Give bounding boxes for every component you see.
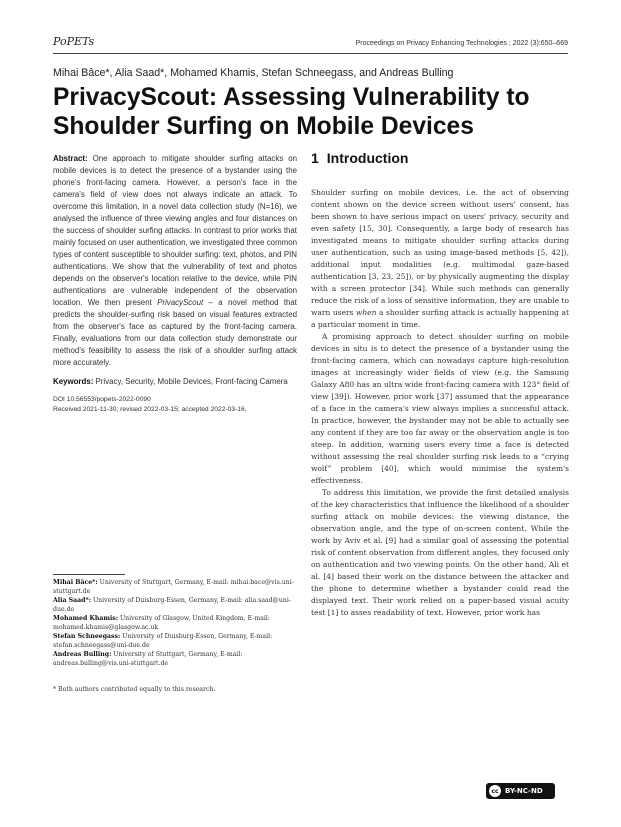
- paragraph-emphasis: when: [355, 308, 377, 317]
- affiliation-name: Stefan Schneegass:: [53, 633, 121, 640]
- affiliation-name: Mohamed Khamis:: [53, 615, 118, 622]
- paragraph-text-2: a shoulder surfing attack is actually happening at a particular moment in time.: [311, 308, 569, 329]
- received-dates: Received 2021-11-30; revised 2022-03-15; accepted 2022-03-16.: [53, 406, 247, 413]
- abstract-method-name: PrivacyScout: [157, 298, 204, 307]
- journal-short-name: PoPETs: [53, 35, 95, 48]
- header-rule: [53, 53, 568, 54]
- affiliation-name: Mihai Bâce*:: [53, 579, 98, 586]
- affiliation-text: University of Glasgow, United Kingdom, E-mail: mohamed.khamis@glasgow.ac.uk: [53, 615, 270, 631]
- affiliation-text: University of Stuttgart, Germany, E-mail: andreas.bulling@vis.uni-stuttgart.de: [53, 651, 243, 667]
- paper-title: [53, 83, 573, 141]
- paper-title-line-2: Shoulder Surfing on Mobile Devices: [53, 113, 474, 140]
- license-badge[interactable]: [486, 783, 555, 799]
- section-number: 1: [311, 150, 319, 166]
- abstract-label: Abstract:: [53, 154, 88, 163]
- affiliation-item: [53, 614, 297, 632]
- creative-commons-icon: cc: [489, 785, 501, 797]
- affiliation-name: Alia Saad*:: [53, 597, 91, 604]
- section-heading: [311, 150, 569, 166]
- abstract: [53, 153, 297, 369]
- paragraph-text-1: Shoulder surfing on mobile devices, i.e. the act of observing content shown on the device screen without users' consent, has been shown to have serious impact on users' privacy, security and even safety [15, 30]. Consequently, a large body of research has investigated means to mitigate shoulder surfing attacks during user authentication, such as using image-based methods [5, 42]), additional input modalities (e.g. multimodal gaze-based authentication [3, 23, 25]), or by physically augmenting the display with a screen protector [34]. While such methods can generally reduce the risk of a loss of sensitive information, they are unable to warn users: [311, 188, 569, 317]
- affiliation-name: Andreas Bulling:: [53, 651, 112, 658]
- doi[interactable]: DOI 10.56553/popets-2022-0090: [53, 396, 151, 403]
- affiliation-item: [53, 578, 297, 596]
- keywords-label: Keywords:: [53, 377, 94, 386]
- abstract-text-1: One approach to mitigate shoulder surfing attacks on mobile devices is to detect the presence of a bystander using the phone's front-facing camera. However, a person's face in the camera's field of view does not always indicate an attack. To overcome this limitation, in a novel data collection study (N=16), we analysed the influence of three viewing angles and four distances on the success of shoulder surfing attacks. In contrast to prior works that mainly focused on user authentication, we investigated three common types of content susceptible to shoulder surfing: text, photos, and PIN authentications. We show that the vulnerability of text and photos depends on the observer's location relative to the device, while PIN authentications are vulnerable independent of the observation location. We then present: [53, 154, 297, 307]
- right-column: [311, 150, 569, 619]
- affiliation-text: University of Duisburg-Essen, Germany, E-mail: alia.saad@uni-due.de: [53, 597, 291, 613]
- paper-title-line-1: PrivacyScout: Assessing Vulnerability to: [53, 84, 530, 111]
- keywords-text: Privacy, Security, Mobile Devices, Front-facing Camera: [93, 377, 288, 386]
- left-column: [53, 153, 297, 415]
- affiliation-item: [53, 632, 297, 650]
- affiliations: [53, 578, 297, 668]
- author-list: Mihai Bâce*, Alia Saad*, Mohamed Khamis, Stefan Schneegass, and Andreas Bulling: [53, 67, 454, 79]
- paragraph: [311, 187, 569, 331]
- affiliation-item: [53, 650, 297, 668]
- affiliation-text: University of Stuttgart, Germany, E-mail: mihai.bace@vis.uni-stuttgart.de: [53, 579, 294, 595]
- license-label: BY-NC-ND: [505, 787, 543, 795]
- keywords: [53, 376, 297, 388]
- proceedings-citation: Proceedings on Privacy Enhancing Technologies ; 2022 (3):650–669: [355, 40, 568, 47]
- paragraph: To address this limitation, we provide the first detailed analysis of the key characteristics that influence the likelihood of a shoulder surfing attack on mobile devices: the viewing distance, the observation angle, and the type of on-screen content. While the work by Aviv et al. [9] had a similar goal of assessing the potential risk of content observation from different angles, they focused only on authentication and two viewing points. On the other hand, Ali et al. [4] based their work on the distance between the attacker and the phone to determine whether a bystander could read the displayed text. Their work relied on a paper-based visual acuity test [1] to asses readability of text. However, prior work has: [311, 488, 569, 617]
- section-body: [311, 187, 569, 619]
- running-head: [53, 35, 568, 51]
- paragraph: A promising approach to detect shoulder surfing on mobile devices in situ is to detect the presence of a bystander using the front-facing camera, which can nowadays capture high-resolution images at increasingly wider fields of view (e.g. the Samsung Galaxy A80 has an ultra wide front-facing camera with 123° field of view [39]). However, prior work [37] assumed that the appearance of a face in the camera's view always implies a successful attack. In practice, however, the bystander may not be able to actually see any content if they are too far away or the observation angle is too steep. In addition, warning users every time a face is detected without assessing the real shoulder surfing risk leads to a “crying wolf” problem [40], which would minimise the system's effectiveness.: [311, 332, 569, 485]
- section-title: Introduction: [326, 150, 409, 166]
- affiliation-item: [53, 596, 297, 614]
- equal-contribution-footnote: * Both authors contributed equally to this research.: [53, 686, 216, 693]
- abstract-text-2: – a novel method that predicts the shoulder-surfing risk based on visual features extracted from the observer's face as captured by the front-facing camera. Finally, evaluations from our data collection study demonstrate our method's feasibility to assess the risk of a shoulder surfing attack more accurately.: [53, 298, 297, 367]
- footnote-rule: [53, 574, 125, 575]
- affiliation-text: University of Duisburg-Essen, Germany, E-mail: stefan.schneegass@uni-due.de: [53, 633, 273, 649]
